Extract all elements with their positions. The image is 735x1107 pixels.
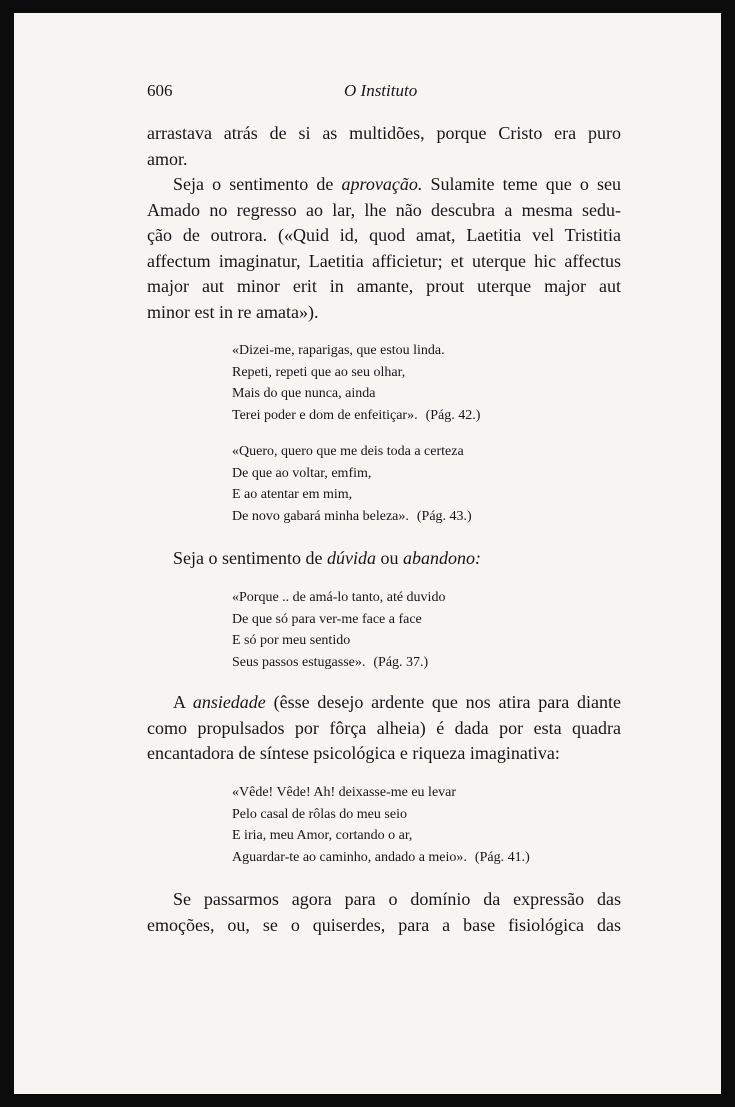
verse-line: Terei poder e dom de enfeitiçar». (Pág. 42.) [232,407,481,423]
emphasis: abandono [402,548,475,568]
text-line: Amado no regresso ao lar, lhe não descubra a mesma sedu- [147,199,621,220]
text-line: Seja o sentimento de aprovação. Sulamite teme que o seu [173,174,621,194]
page-reference: (Pág. 37.) [373,654,429,670]
verse-line: «Dizei-me, raparigas, que estou linda. [232,343,445,358]
verse-line: Mais do que nunca, ainda [232,386,376,401]
text-line: Se passarmos agora para o domínio da expressão das [173,889,621,909]
verse-line: Seus passos estugasse». (Pág. 37.) [232,654,429,670]
verse-block-1 [232,340,480,426]
verse-line: Repeti, repeti que ao seu olhar, [232,364,406,380]
verse-block-4 [232,782,530,868]
verse-line: E só por meu sentido [232,633,351,648]
book-page [14,13,721,1094]
paragraph-3 [173,546,481,572]
text-line: emoções, ou, se o quiserdes, para a base fisiológica das [147,914,621,935]
verse-line: «Quero, quero que me deis toda a certeza [232,444,464,459]
page-reference: (Pág. 43.) [416,508,472,524]
verse-block-3 [232,587,445,673]
text-line: affectum imaginatur, Laetitia afficietur; et uterque hic affectus [147,250,621,271]
emphasis: ansiedade [192,692,266,712]
page-number: 606 [147,81,173,100]
verse-line: E ao atentar em mim, [232,487,353,502]
paragraph-5 [147,887,621,938]
verse-line: De que ao voltar, emfim, [232,465,372,481]
emphasis: dúvida [326,548,376,568]
text-line: como propulsados por fôrça alheia) é dada por esta quadra [147,717,621,738]
paragraph-2 [147,172,621,325]
running-title: O Instituto [344,81,418,100]
verse-line: Pelo casal de rôlas do meu seio [232,806,407,822]
text-line: amor. [147,148,188,169]
page-reference: (Pág. 42.) [425,407,481,423]
text-line: ção de outrora. («Quid id, quod amat, Laetitia vel Tristitia [147,225,621,245]
text-line: Seja o sentimento de dúvida ou abandono: [173,548,481,568]
text-line: major aut minor erit in amante, prout uterque major aut [147,276,621,296]
verse-line: «Vêde! Vêde! Ah! deixasse-me eu levar [232,785,457,800]
text-line: arrastava atrás de si as multidões, porque Cristo era puro [147,123,621,143]
verse-line: «Porque .. de amá-lo tanto, até duvido [232,590,446,605]
text-line: encantadora de síntese psicológica e riqueza imaginativa: [147,743,560,763]
verse-line: De novo gabará minha beleza». (Pág. 43.) [232,508,472,524]
verse-block-2 [232,441,472,527]
page-reference: (Pág. 41.) [474,849,530,865]
emphasis: aprovação. [341,174,423,194]
verse-line: De que só para ver-me face a face [232,611,422,627]
verse-line: Aguardar-te ao caminho, andado a meio». (Pág. 41.) [232,849,530,865]
text-line: A ansiedade (êsse desejo ardente que nos atira para diante [173,692,621,712]
paragraph-4 [147,690,621,767]
paragraph-1 [147,121,621,172]
text-line: minor est in re amata»). [147,301,319,322]
verse-line: E iria, meu Amor, cortando o ar, [232,828,413,843]
